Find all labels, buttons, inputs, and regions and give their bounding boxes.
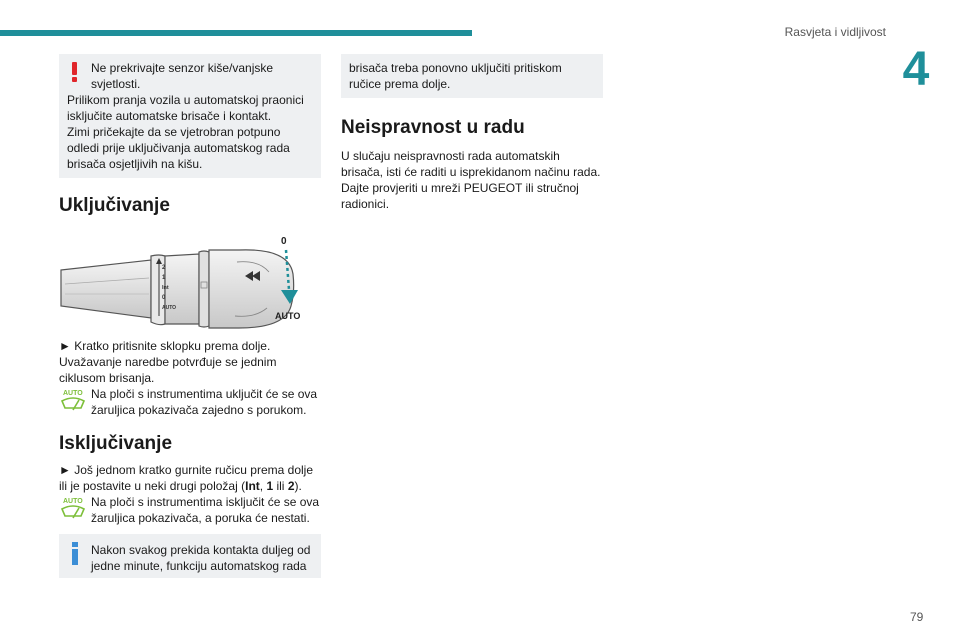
warning-line-1: Ne prekrivajte senzor kiše/vanjske svjetlosti.: [91, 61, 274, 91]
page-number: 79: [910, 610, 924, 624]
stalk-pos-0: 0: [162, 295, 166, 301]
auto-indicator-off-text: Na ploči s instrumentima isključit će se ova žaruljica pokazivača, a poruka će nestati.: [91, 495, 320, 525]
info-icon: [70, 542, 80, 566]
step-switch-off-prefix: ► Još jednom kratko gurnite ručicu prema dolje ili je postavite u neki drugi položaj (: [59, 463, 313, 493]
auto-indicator-on-row: [59, 386, 321, 418]
section-title: Rasvjeta i vidljivost: [784, 25, 886, 39]
left-column: [59, 54, 321, 578]
step-press-down: ► Kratko pritisnite sklopku prema dolje.: [59, 339, 271, 353]
heading-ukljucivanje: Uključivanje: [59, 195, 170, 216]
sep-2: ili: [273, 479, 288, 493]
step-switch-off-suffix: ).: [294, 479, 302, 493]
confirm-text: Uvažavanje naredbe potvrđuje se jednim ciklusom brisanja.: [59, 355, 277, 385]
heading-neispravnost: Neispravnost u radu: [341, 117, 525, 138]
sep-1: ,: [259, 479, 267, 493]
arrow-bottom-label: AUTO: [275, 311, 301, 321]
info-box-text: Nakon svakog prekida kontakta duljeg od jedne minute, funkciju automatskog rada: [91, 543, 311, 573]
info-box: [59, 534, 321, 578]
right-column: [341, 54, 603, 212]
heading-iskljucivanje: Isključivanje: [59, 433, 173, 454]
auto-wiper-indicator-icon-2: [59, 496, 87, 522]
stalk-pos-1: 1: [162, 275, 166, 281]
stalk-pos-int: Int: [162, 285, 169, 291]
header-accent-bar: [0, 30, 472, 36]
wiper-stalk-svg: [59, 232, 321, 338]
warning-box: [59, 54, 321, 178]
wiper-stalk-illustration: [59, 232, 321, 338]
auto-indicator-off-row: [59, 494, 321, 526]
chapter-number: 4: [902, 43, 930, 96]
stalk-pos-2: 2: [162, 265, 166, 271]
pos-1: 1: [266, 479, 274, 493]
warning-line-3: Zimi pričekajte da se vjetrobran potpuno odledi prije uključivanja automatskog rada brisača osjetljivih na kišu.: [67, 125, 290, 171]
pos-int: Int: [245, 479, 260, 493]
auto-indicator-label: AUTO: [63, 390, 83, 397]
arrow-top-label: 0: [281, 236, 287, 247]
neispravnost-text: U slučaju neispravnosti rada automatskih brisača, isti će raditi u isprekidanom načinu rada. Dajte provjeriti u mreži PEUGEOT ili stručnoj radionici.: [341, 149, 601, 211]
info-box-continued-text: brisača treba ponovno uključiti pritiskom ručice prema dolje.: [349, 61, 562, 91]
auto-indicator-label-2: AUTO: [63, 498, 83, 505]
warning-exclamation-icon: [68, 62, 82, 82]
info-box-continued: [341, 54, 603, 98]
warning-line-2: Prilikom pranja vozila u automatskoj praonici isključite automatske brisače i kontakt.: [67, 93, 304, 123]
step-switch-off: [59, 462, 321, 494]
auto-wiper-indicator-icon: [59, 388, 87, 414]
pos-2: 2: [287, 479, 295, 493]
auto-indicator-on-text: Na ploči s instrumentima uključit će se ova žaruljica pokazivača zajedno s porukom.: [91, 387, 318, 417]
stalk-pos-auto: AUTO: [162, 305, 177, 311]
